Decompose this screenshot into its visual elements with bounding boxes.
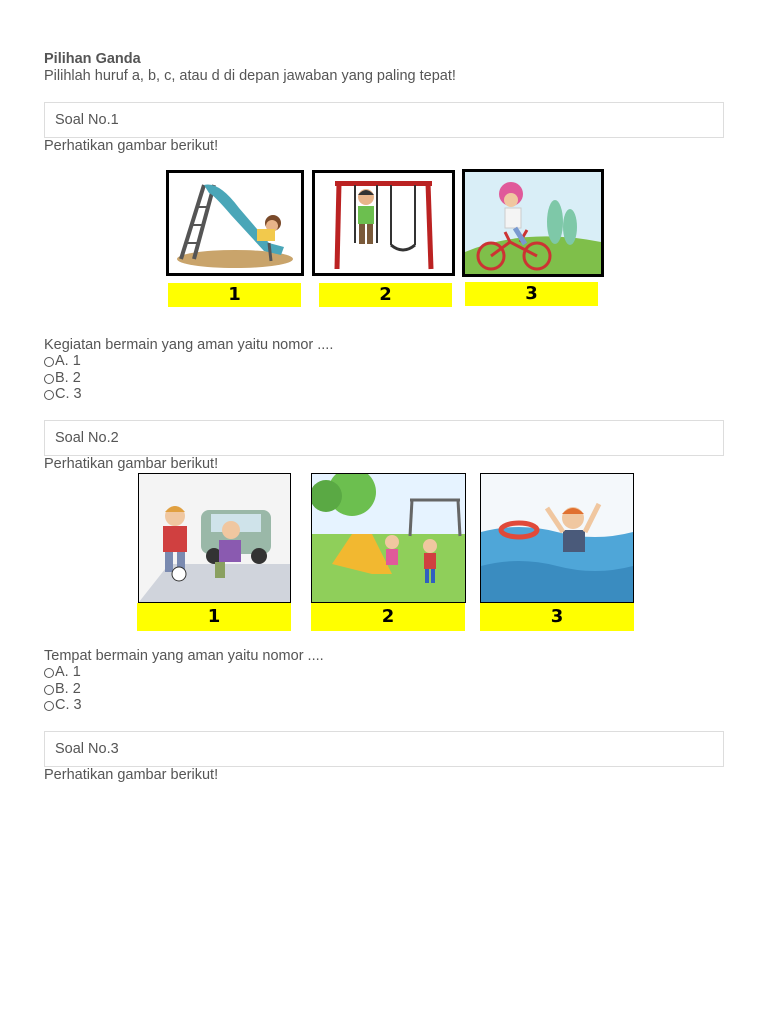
q1-option-b-radio[interactable] xyxy=(44,374,54,384)
q1-image-label-1: 1 xyxy=(168,283,301,307)
q2-option-b-label: B. 2 xyxy=(55,681,81,697)
q1-image-label-2: 2 xyxy=(319,283,452,307)
playground-icon xyxy=(311,473,466,603)
section-instruction: Pilihlah huruf a, b, c, atau d di depan jawaban yang paling tepat! xyxy=(44,68,456,84)
q2-option-a-radio[interactable] xyxy=(44,668,54,678)
question-2-header: Soal No.2 xyxy=(44,420,724,456)
q2-option-a-label: A. 1 xyxy=(55,664,81,680)
q2-option-c-radio[interactable] xyxy=(44,701,54,711)
q1-option-c-label: C. 3 xyxy=(55,386,82,402)
q2-image-label-3: 3 xyxy=(480,603,634,631)
question-1-text: Kegiatan bermain yang aman yaitu nomor .... xyxy=(44,337,334,353)
street-play-icon xyxy=(138,473,291,603)
question-1-header: Soal No.1 xyxy=(44,102,724,138)
q2-option-b[interactable] xyxy=(44,681,81,698)
q1-option-b-label: B. 2 xyxy=(55,370,81,386)
q1-image-label-3: 3 xyxy=(465,282,598,306)
q1-option-a[interactable] xyxy=(44,353,81,370)
q1-option-c-radio[interactable] xyxy=(44,390,54,400)
q2-image-label-1: 1 xyxy=(137,603,291,631)
swing-icon xyxy=(312,170,455,276)
q2-option-c-label: C. 3 xyxy=(55,697,82,713)
question-2-prompt: Perhatikan gambar berikut! xyxy=(44,456,219,472)
question-3-prompt: Perhatikan gambar berikut! xyxy=(44,767,219,783)
slide-icon xyxy=(166,170,304,276)
q2-option-c[interactable] xyxy=(44,697,82,714)
section-title: Pilihan Ganda xyxy=(44,51,141,67)
q2-option-a[interactable] xyxy=(44,664,81,681)
question-1-prompt: Perhatikan gambar berikut! xyxy=(44,138,219,154)
q1-option-c[interactable] xyxy=(44,386,82,403)
q1-option-b[interactable] xyxy=(44,370,81,387)
bicycle-icon xyxy=(462,169,604,277)
q2-option-b-radio[interactable] xyxy=(44,685,54,695)
drowning-icon xyxy=(480,473,634,603)
q2-image-label-2: 2 xyxy=(311,603,465,631)
question-3-header: Soal No.3 xyxy=(44,731,724,767)
question-2-text: Tempat bermain yang aman yaitu nomor .... xyxy=(44,648,324,664)
q1-option-a-radio[interactable] xyxy=(44,357,54,367)
q1-option-a-label: A. 1 xyxy=(55,353,81,369)
